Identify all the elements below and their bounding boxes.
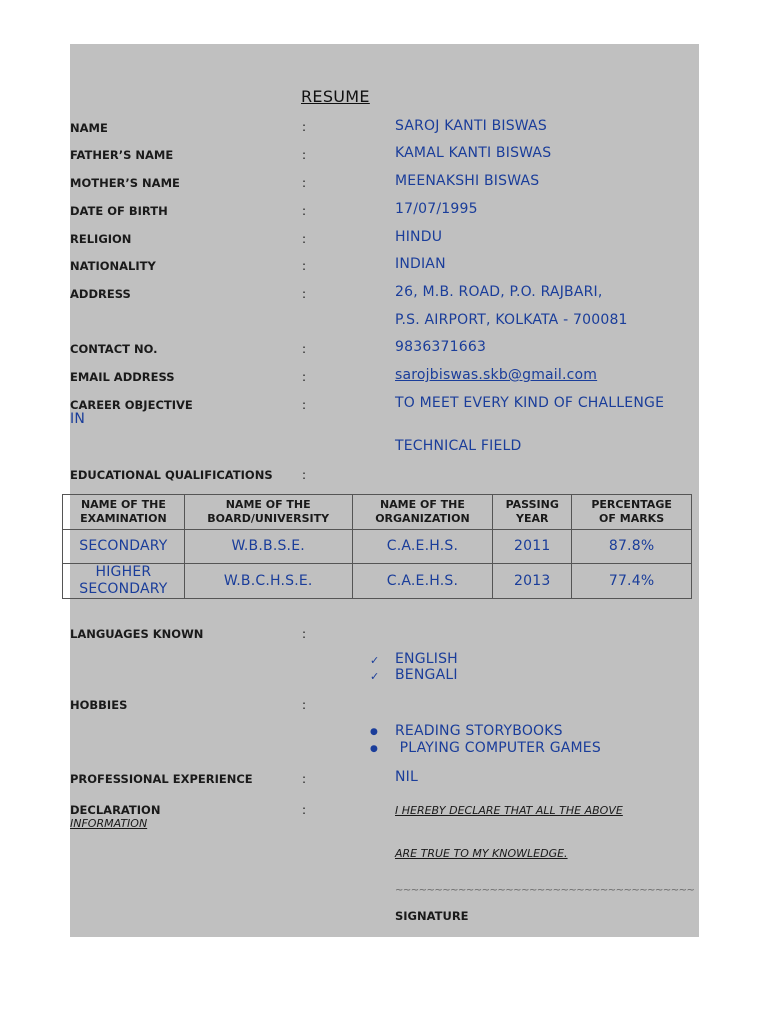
name-value: SAROJ KANTI BISWAS bbox=[395, 118, 547, 134]
header-text: EXAMINATION bbox=[80, 512, 167, 525]
table-row bbox=[63, 530, 692, 564]
hobbies-label: HOBBIES bbox=[70, 698, 128, 712]
language-item: ENGLISH bbox=[395, 651, 458, 667]
check-icon: ✓ bbox=[370, 654, 380, 667]
email-colon: : bbox=[302, 370, 307, 384]
declaration-colon: : bbox=[302, 803, 307, 817]
name-label: NAME bbox=[70, 121, 108, 135]
experience-label: PROFESSIONAL EXPERIENCE bbox=[70, 772, 253, 786]
signature-label: SIGNATURE bbox=[395, 909, 469, 923]
cell-text: SECONDARY bbox=[79, 581, 168, 597]
table-cell: 77.4% bbox=[572, 564, 692, 599]
table-cell: 2011 bbox=[493, 530, 572, 564]
language-item: BENGALI bbox=[395, 667, 458, 683]
career-objective-line-1: TO MEET EVERY KIND OF CHALLENGE bbox=[395, 395, 665, 411]
declaration-label-wrap: INFORMATION bbox=[70, 817, 148, 830]
header-text: PASSING bbox=[505, 498, 559, 511]
languages-label: LANGUAGES KNOWN bbox=[70, 627, 204, 641]
mother-name-value: MEENAKSHI BISWAS bbox=[395, 173, 540, 189]
hobby-item: PLAYING COMPUTER GAMES bbox=[395, 740, 601, 756]
education-table bbox=[62, 494, 692, 599]
header-text: ORGANIZATION bbox=[375, 512, 470, 525]
header-percentage bbox=[572, 495, 692, 530]
nationality-label: NATIONALITY bbox=[70, 259, 156, 273]
nationality-colon: : bbox=[302, 259, 307, 273]
hobby-item: READING STORYBOOKS bbox=[395, 723, 563, 739]
nationality-value: INDIAN bbox=[395, 256, 446, 272]
education-header-row bbox=[63, 495, 692, 530]
experience-colon: : bbox=[302, 772, 307, 786]
career-objective-line-2: TECHNICAL FIELD bbox=[395, 438, 522, 454]
email-link[interactable]: sarojbiswas.skb@gmail.com bbox=[395, 367, 598, 383]
header-text: OF MARKS bbox=[599, 512, 665, 525]
table-cell: W.B.B.S.E. bbox=[184, 530, 352, 564]
name-colon: : bbox=[302, 120, 307, 134]
dob-label: DATE OF BIRTH bbox=[70, 204, 168, 218]
hobbies-colon: : bbox=[302, 698, 307, 712]
mother-name-colon: : bbox=[302, 176, 307, 190]
table-cell: C.A.E.H.S. bbox=[352, 564, 493, 599]
father-name-value: KAMAL KANTI BISWAS bbox=[395, 145, 552, 161]
table-cell: W.B.C.H.S.E. bbox=[184, 564, 352, 599]
header-examination bbox=[63, 495, 185, 530]
declaration-line-2: ARE TRUE TO MY KNOWLEDGE. bbox=[395, 847, 568, 860]
resume-title: RESUME bbox=[301, 87, 370, 106]
bullet-icon: ● bbox=[370, 744, 378, 754]
header-passing-year bbox=[493, 495, 572, 530]
table-cell: 87.8% bbox=[572, 530, 692, 564]
declaration-label: DECLARATION bbox=[70, 803, 161, 817]
table-cell: SECONDARY bbox=[63, 530, 185, 564]
mother-name-label: MOTHER’S NAME bbox=[70, 176, 180, 190]
declaration-line-1: I HEREBY DECLARE THAT ALL THE ABOVE bbox=[395, 804, 623, 817]
header-text: BOARD/UNIVERSITY bbox=[207, 512, 330, 525]
table-cell: 2013 bbox=[493, 564, 572, 599]
contact-colon: : bbox=[302, 342, 307, 356]
bullet-icon: ● bbox=[370, 727, 378, 737]
header-organization bbox=[352, 495, 493, 530]
dob-colon: : bbox=[302, 204, 307, 218]
cell-text: HIGHER bbox=[95, 564, 152, 580]
languages-colon: : bbox=[302, 627, 307, 641]
check-icon: ✓ bbox=[370, 670, 380, 683]
career-objective-label: CAREER OBJECTIVE bbox=[70, 398, 193, 412]
table-row bbox=[63, 564, 692, 599]
header-text: NAME OF THE bbox=[225, 498, 311, 511]
header-text: NAME OF THE bbox=[80, 498, 166, 511]
religion-label: RELIGION bbox=[70, 232, 132, 246]
email-label: EMAIL ADDRESS bbox=[70, 370, 175, 384]
header-text: YEAR bbox=[516, 512, 549, 525]
address-colon: : bbox=[302, 287, 307, 301]
experience-value: NIL bbox=[395, 769, 419, 785]
father-name-label: FATHER’S NAME bbox=[70, 148, 174, 162]
header-text: NAME OF THE bbox=[379, 498, 465, 511]
dob-value: 17/07/1995 bbox=[395, 201, 478, 217]
career-objective-colon: : bbox=[302, 398, 307, 412]
address-line-1: 26, M.B. ROAD, P.O. RAJBARI, bbox=[395, 284, 603, 300]
education-colon: : bbox=[302, 468, 307, 482]
header-board bbox=[184, 495, 352, 530]
career-objective-wrap: IN bbox=[70, 411, 86, 427]
address-line-2: P.S. AIRPORT, KOLKATA - 700081 bbox=[395, 312, 628, 328]
table-cell bbox=[63, 564, 185, 599]
address-label: ADDRESS bbox=[70, 287, 131, 301]
table-cell: C.A.E.H.S. bbox=[352, 530, 493, 564]
contact-label: CONTACT NO. bbox=[70, 342, 158, 356]
contact-value: 9836371663 bbox=[395, 339, 487, 355]
header-text: PERCENTAGE bbox=[591, 498, 672, 511]
father-name-colon: : bbox=[302, 148, 307, 162]
education-label: EDUCATIONAL QUALIFICATIONS bbox=[70, 468, 273, 482]
religion-colon: : bbox=[302, 232, 307, 246]
signature-line: ~~~~~~~~~~~~~~~~~~~~~~~~~~~~~~~~~~~~~~ bbox=[395, 885, 695, 896]
resume-page bbox=[70, 44, 699, 937]
religion-value: HINDU bbox=[395, 229, 443, 245]
